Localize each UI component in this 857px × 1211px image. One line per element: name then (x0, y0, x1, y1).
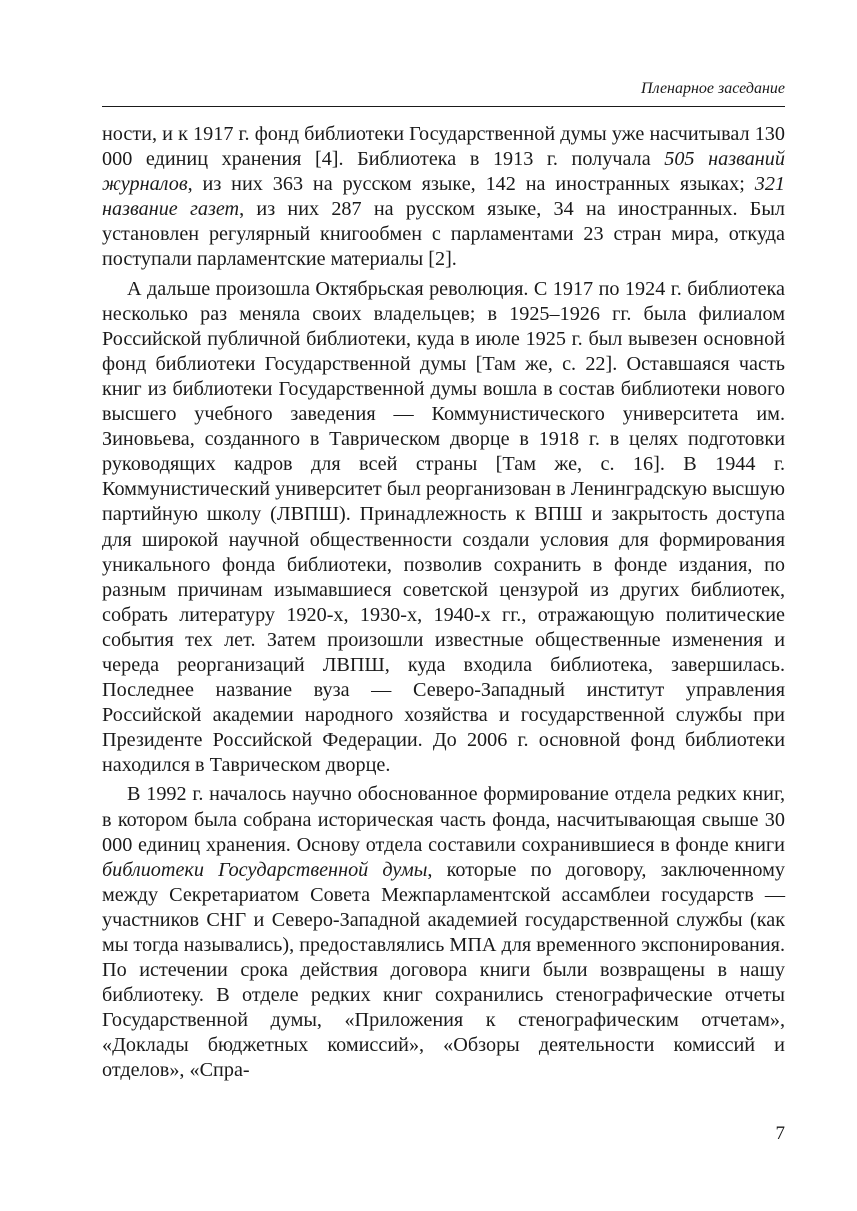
text-segment: А дальше произошла Октябрьская революция. С 1917 по 1924 г. библиотека несколько раз меняла своих владельцев; в 1925–1926 гг. была филиалом Российской публичной библиотеки, куда в июле 1925 г. был вывезен основной фонд библиотеки Государственной думы [Там же, с. 22]. Оставшаяся часть книг из библиотеки Государственной думы вошла в состав библиотеки нового высшего учебного заведения — Коммунистического университета им. Зиновьева, созданного в Таврическом дворце в 1918 г. в целях подготовки руководящих кадров для всей страны [Там же, с. 16]. В 1944 г. Коммунистический университет был реорганизован в Ленинградскую высшую партийную школу (ЛВПШ). Принадлежность к ВПШ и закрытость доступа для широкой научной общественности создали условия для формирования уникального фонда библиотеки, позволив сохранить в фонде издания, по разным причинам изымавшиеся советской цензурой из других библиотек, собрать литературу 1920-х, 1930-х, 1940-х гг., отражающую политические события тех лет. Затем произошли известные общественные изменения и череда реорганизаций ЛВПШ, куда входила библиотека, завершилась. Последнее название вуза — Северо-Западный институт управления Российской академии народного хозяйства и государственной службы при Президенте Российской Федерации. До 2006 г. основной фонд библиотеки находился в Таврическом дворце. (102, 277, 785, 777)
header-rule (102, 106, 785, 107)
page-number: 7 (775, 1123, 785, 1144)
text-segment: ности, и к 1917 г. фонд библиотеки Государственной думы уже насчитывал 130 000 единиц хранения [4]. Библиотека в 1913 г. получала (102, 123, 785, 171)
paragraph-1 (102, 122, 785, 273)
italic-segment: библиотеки Государственной думы (102, 858, 428, 881)
italic-segment: 505 названий журналов (102, 148, 785, 196)
text-segment: , которые по договору, заключенному между Секретариатом Совета Межпарламентской ассамблеи государств — участников СНГ и Северо-Западной академией государственной службы (как мы тогда назывались), предоставлялись МПА для временного экспонирования. По истечении срока действия договора книги были возвращены в нашу библиотеку. В отделе редких книг сохранились стенографические отчеты Государственной думы, «Приложения к стенографическим отчетам», «Доклады бюджетных комиссий», «Обзоры деятельности комиссий и отделов», «Спра- (102, 858, 785, 1082)
paragraph-3 (102, 782, 785, 1083)
text-segment: , из них 363 на русском языке, 142 на иностранных языках; (187, 173, 755, 196)
running-head: Пленарное заседание (641, 80, 785, 97)
text-segment: , из них 287 на русском языке, 34 на иностранных. Был установлен регулярный книгообмен с парламентами 23 стран мира, откуда поступали парламентские материалы [2]. (102, 198, 786, 271)
italic-segment: 321 название газет (102, 173, 785, 221)
text-segment: В 1992 г. началось научно обоснованное формирование отдела редких книг, в котором была собрана историческая часть фонда, насчитывающая свыше 30 000 единиц хранения. Основу отдела составили сохранившиеся в фонде книги (102, 783, 785, 856)
paragraph-2 (102, 277, 785, 779)
body-text (102, 122, 785, 1084)
